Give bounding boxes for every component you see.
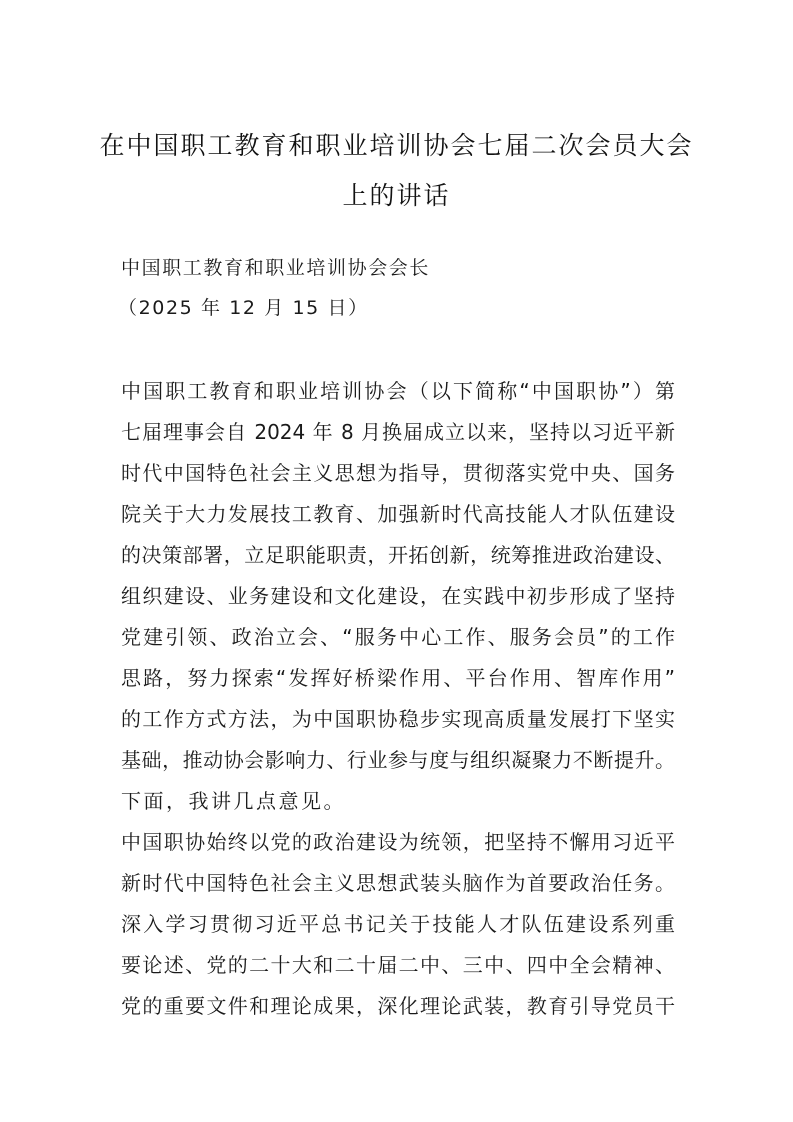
- text-line: 时代中国特色社会主义思想为指导，贯彻落实党中央、国务: [121, 461, 675, 485]
- text-line: 的工作方式方法，为中国职协稳步实现高质量发展打下坚实: [121, 707, 675, 731]
- text-line: 基础，推动协会影响力、行业参与度与组织凝聚力不断提升。: [121, 748, 675, 772]
- speech-date: （2025 年 12 月 15 日）: [118, 297, 369, 319]
- speaker-title: 中国职工教育和职业培训协会会长: [121, 257, 431, 279]
- text-line: 深入学习贯彻习近平总书记关于技能人才队伍建设系列重: [121, 912, 675, 936]
- text-line: 中国职协始终以党的政治建设为统领，把坚持不懈用习近平: [121, 830, 675, 854]
- document-title-line-1: 在中国职工教育和职业培训协会七届二次会员大会: [99, 131, 694, 160]
- text-line: 党的重要文件和理论成果，深化理论武装，教育引导党员干: [121, 994, 675, 1018]
- text-line: 的决策部署，立足职能职责，开拓创新，统筹推进政治建设、: [121, 543, 675, 567]
- text-line: 七届理事会自 2024 年 8 月换届成立以来，坚持以习近平新: [121, 420, 675, 444]
- text-line: 中国职工教育和职业培训协会（以下简称“中国职协”）第: [121, 379, 675, 403]
- text-line: 新时代中国特色社会主义思想武装头脑作为首要政治任务。: [121, 871, 675, 895]
- text-line: 下面，我讲几点意见。: [121, 789, 346, 813]
- text-line: 要论述、党的二十大和二十届二中、三中、四中全会精神、: [121, 953, 675, 977]
- text-line: 院关于大力发展技工教育、加强新时代高技能人才队伍建设: [121, 502, 675, 526]
- text-line: 党建引领、政治立会、“服务中心工作、服务会员”的工作: [121, 625, 675, 649]
- text-line: 组织建设、业务建设和文化建设，在实践中初步形成了坚持: [121, 584, 675, 608]
- document-title-line-2: 上的讲话: [342, 181, 451, 210]
- text-line: 思路，努力探索“发挥好桥梁作用、平台作用、智库作用”: [121, 666, 675, 690]
